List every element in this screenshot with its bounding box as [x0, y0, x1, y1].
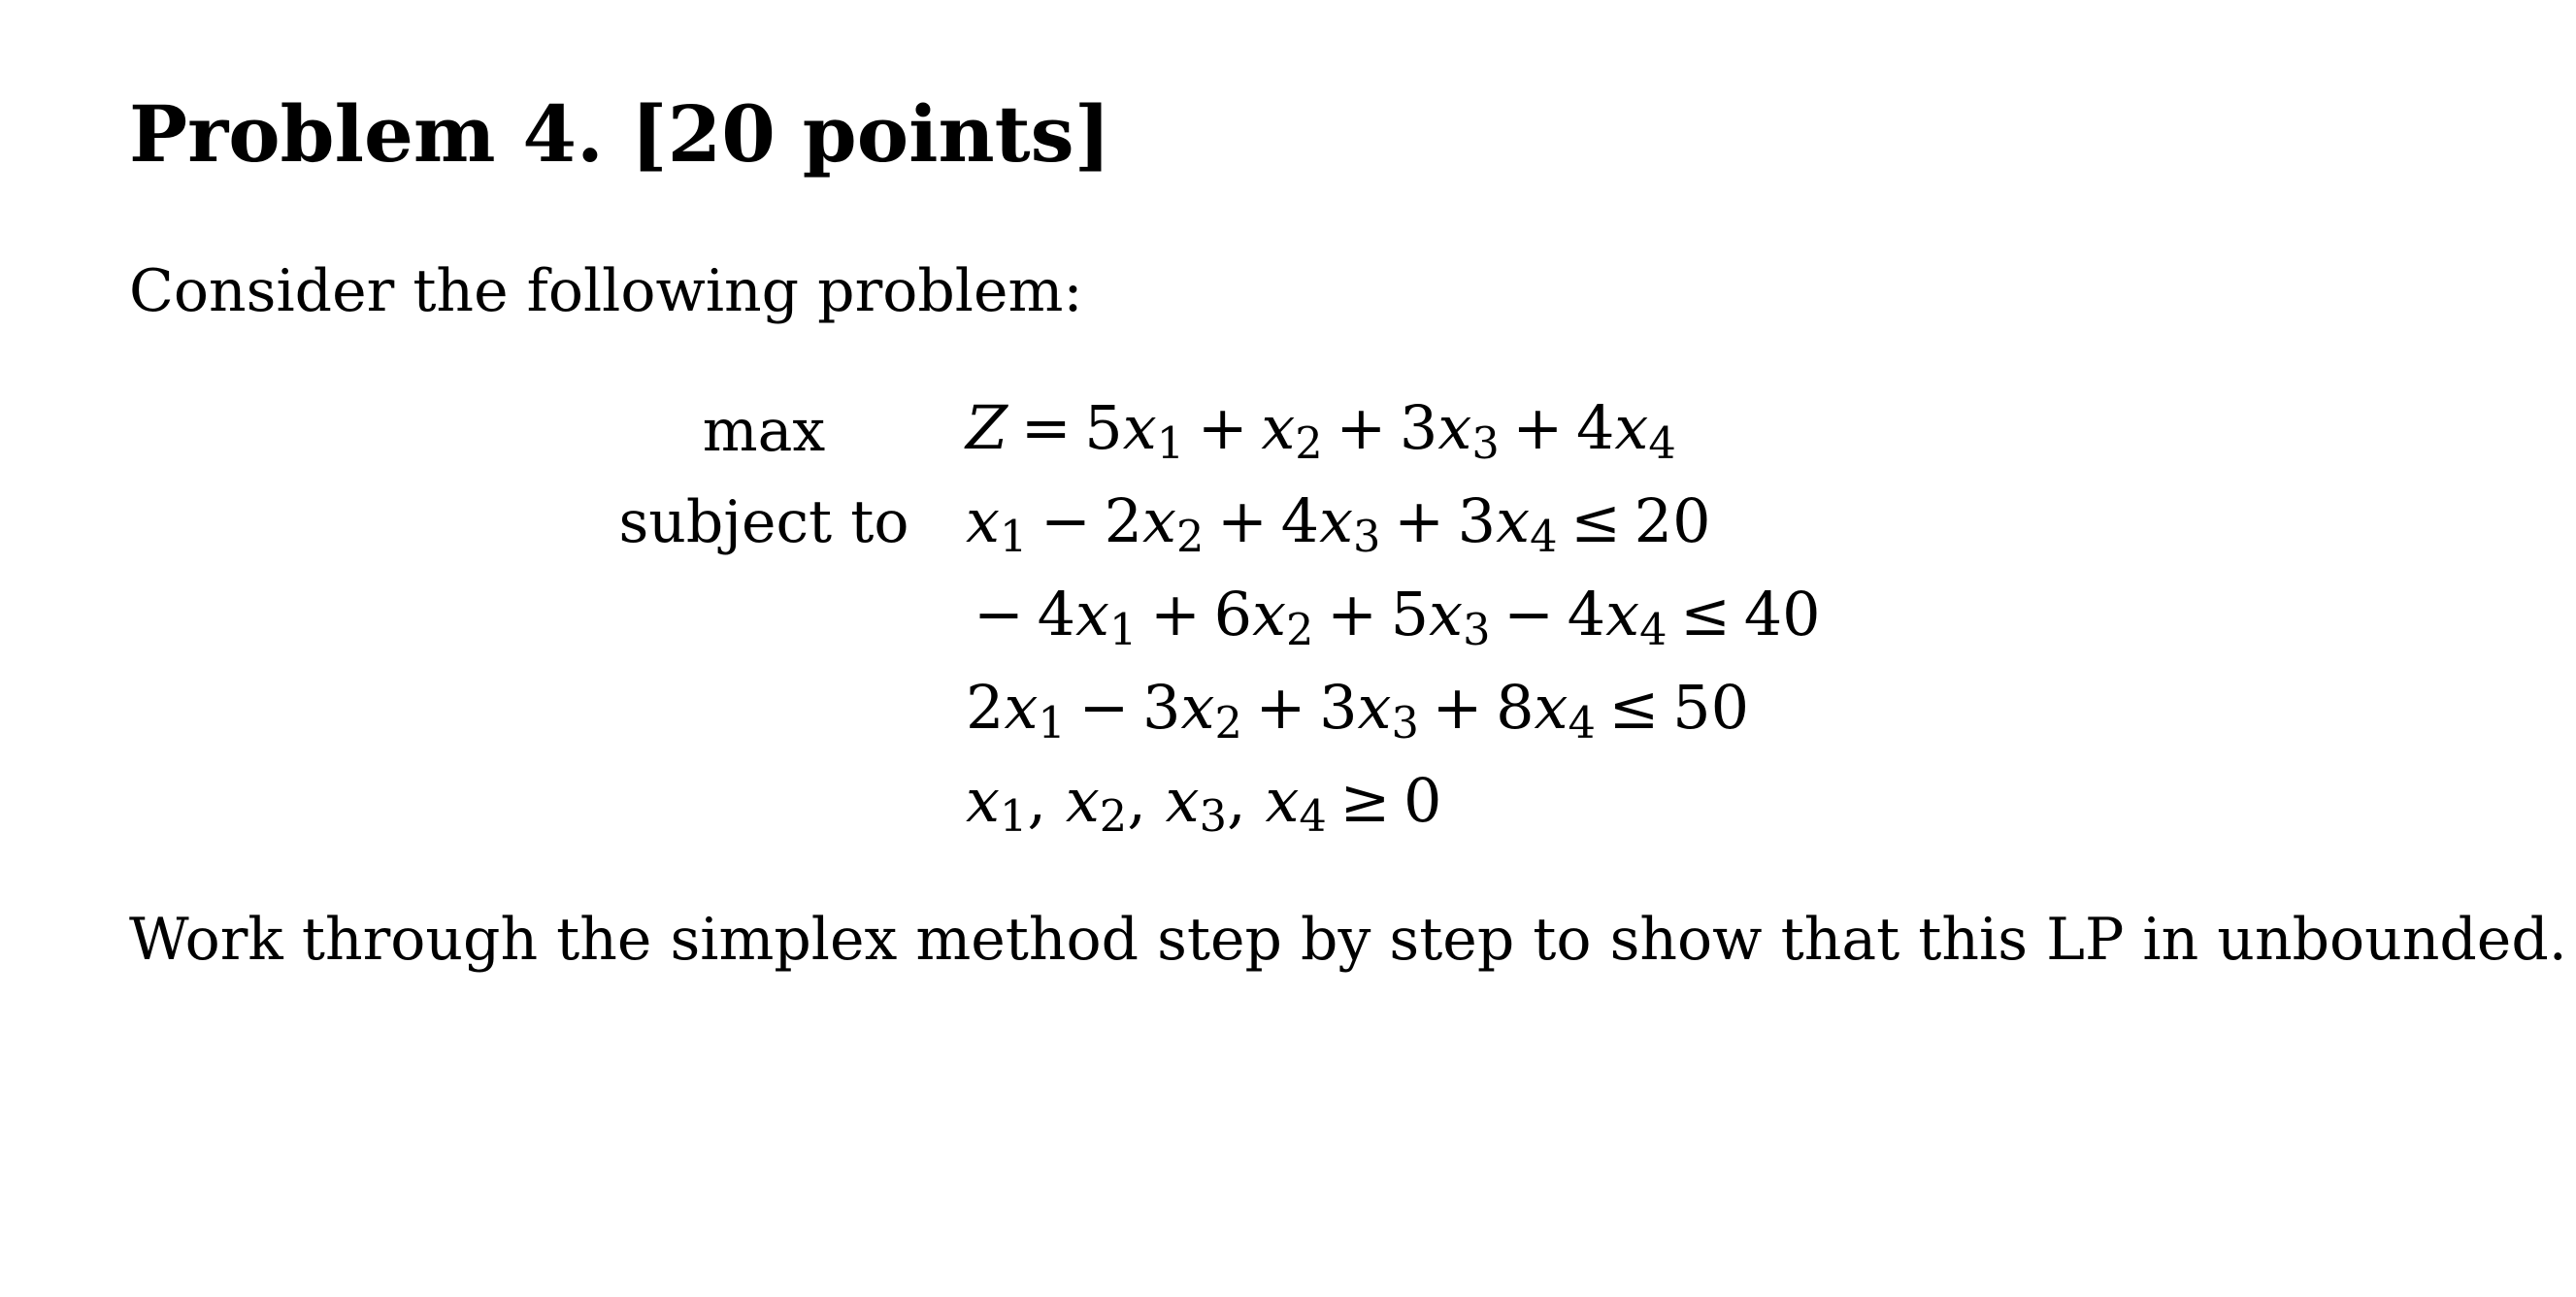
constraint-term	[1137, 579, 1314, 655]
term-variable: x	[1319, 485, 1354, 556]
term-variable: x	[1496, 485, 1531, 556]
term-coefficient: 8	[1496, 672, 1535, 743]
term-subscript: 3	[1471, 417, 1500, 469]
term-subscript: 1	[1109, 604, 1138, 655]
term-coefficient: 2	[966, 672, 1005, 743]
term-subscript: 2	[1286, 604, 1314, 655]
constraint-term	[1380, 485, 1558, 562]
constraint-term	[1313, 579, 1491, 655]
term-sign: −	[1040, 485, 1091, 556]
nn-variable: x	[966, 765, 1000, 836]
term-sign: −	[1078, 672, 1130, 743]
term-sign: +	[1512, 392, 1564, 463]
constraint-term	[1204, 485, 1381, 562]
relation-symbol: ≤	[1608, 672, 1660, 743]
nn-separator: ,	[1227, 765, 1246, 836]
term-coefficient: 3	[1457, 485, 1497, 556]
objective-term	[1184, 392, 1323, 469]
term-subscript: 4	[1530, 511, 1558, 562]
term-sign: +	[1336, 392, 1387, 463]
term-sign: +	[1197, 392, 1248, 463]
term-variable: x	[1004, 672, 1039, 743]
term-variable: x	[1180, 672, 1215, 743]
term-coefficient: 2	[1104, 485, 1143, 556]
nn-subscript: 3	[1199, 790, 1227, 842]
term-coefficient: 4	[1567, 579, 1606, 649]
objective-label: max	[702, 397, 826, 465]
constraint-term	[1490, 579, 1668, 655]
term-coefficient: 3	[1142, 672, 1181, 743]
constraint-term	[1419, 672, 1596, 748]
term-variable: x	[1429, 579, 1464, 649]
term-variable: x	[1357, 672, 1392, 743]
term-sign: −	[1503, 579, 1555, 649]
constraint-term	[1242, 672, 1419, 748]
term-sign: +	[1432, 672, 1483, 743]
term-sign: +	[1255, 672, 1306, 743]
term-sign: +	[1327, 579, 1378, 649]
nn-subscript: 1	[999, 790, 1028, 842]
objective-term	[1323, 392, 1500, 469]
term-coefficient: 5	[1390, 579, 1430, 649]
constraint-2	[974, 579, 1821, 655]
constraint-term	[966, 672, 1066, 748]
right-hand-side: 20	[1634, 485, 1711, 556]
constraint-3	[966, 672, 1750, 748]
objective-function	[966, 392, 1676, 469]
problem-heading: Problem 4. [20 points]	[129, 88, 1111, 180]
objective-term	[1500, 392, 1676, 469]
term-variable: x	[1605, 579, 1640, 649]
constraints-label: subject to	[618, 488, 909, 556]
constraint-term	[974, 579, 1138, 655]
term-subscript: 1	[1038, 697, 1066, 748]
term-coefficient: 4	[1280, 485, 1320, 556]
closing-instruction: Work through the simplex method step by step to show that this LP in unbounded.	[129, 906, 2567, 974]
nn-separator: ,	[1027, 765, 1047, 836]
nn-variable: x	[1165, 765, 1200, 836]
intro-text: Consider the following problem:	[129, 257, 1083, 325]
term-subscript: 2	[1176, 511, 1205, 562]
term-subscript: 3	[1353, 511, 1381, 562]
term-subscript: 4	[1568, 697, 1596, 748]
term-sign: +	[1150, 579, 1201, 649]
equals-sign: =	[1020, 392, 1072, 463]
objective-variable: Z	[966, 392, 1008, 463]
term-variable: x	[1142, 485, 1176, 556]
term-subscript: 1	[1156, 417, 1185, 469]
term-variable: x	[1534, 672, 1569, 743]
term-sign: +	[1394, 485, 1445, 556]
nn-subscript: 4	[1299, 790, 1327, 842]
constraint-term	[1027, 485, 1205, 562]
term-variable: x	[1437, 392, 1472, 463]
term-coefficient: 3	[1399, 392, 1438, 463]
right-hand-side: 50	[1672, 672, 1750, 743]
objective-term	[1084, 392, 1185, 469]
term-subscript: 2	[1295, 417, 1323, 469]
term-variable: x	[966, 485, 1000, 556]
constraint-1	[966, 485, 1711, 562]
term-variable: x	[1261, 392, 1296, 463]
term-subscript: 4	[1648, 417, 1676, 469]
term-sign: −	[974, 579, 1024, 649]
term-variable: x	[1122, 392, 1157, 463]
term-subscript: 4	[1639, 604, 1668, 655]
constraint-term	[1066, 672, 1242, 748]
term-coefficient: 4	[1575, 392, 1615, 463]
term-variable: x	[1252, 579, 1287, 649]
nn-variable: x	[1065, 765, 1100, 836]
term-subscript: 3	[1463, 604, 1491, 655]
term-coefficient: 5	[1084, 392, 1123, 463]
relation-symbol: ≥	[1339, 765, 1391, 836]
term-subscript: 1	[999, 511, 1028, 562]
term-coefficient: 4	[1037, 579, 1076, 649]
term-variable: x	[1614, 392, 1649, 463]
term-sign: +	[1217, 485, 1268, 556]
right-hand-side: 0	[1404, 765, 1442, 836]
relation-symbol: ≤	[1570, 485, 1622, 556]
constraint-term	[966, 485, 1028, 562]
term-subscript: 2	[1214, 697, 1242, 748]
nn-variable: x	[1265, 765, 1300, 836]
nn-separator: ,	[1127, 765, 1146, 836]
right-hand-side: 40	[1743, 579, 1821, 649]
nn-subscript: 2	[1099, 790, 1128, 842]
nonnegativity-constraint	[966, 765, 1442, 842]
term-variable: x	[1075, 579, 1109, 649]
relation-symbol: ≤	[1680, 579, 1732, 649]
term-coefficient: 3	[1319, 672, 1358, 743]
term-coefficient: 6	[1213, 579, 1253, 649]
term-subscript: 3	[1391, 697, 1419, 748]
